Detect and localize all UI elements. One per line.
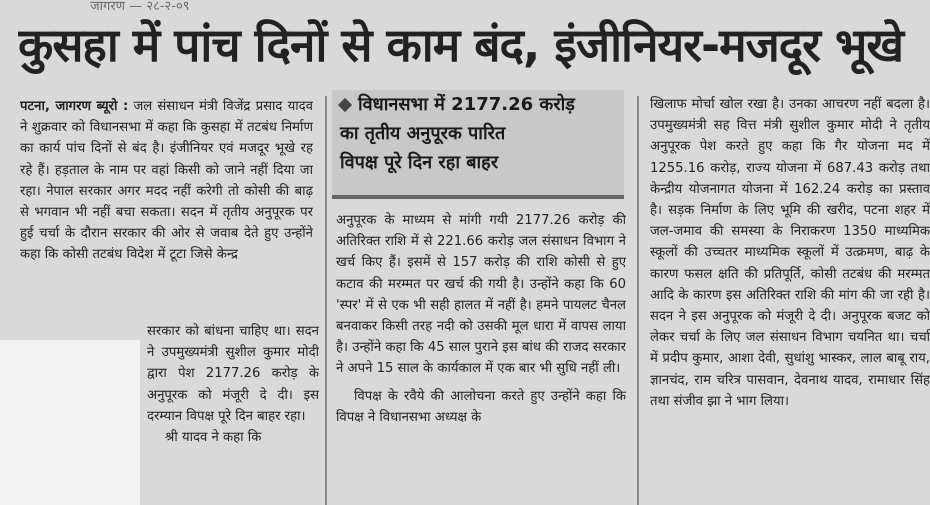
left-paragraph-2: श्री यादव ने कहा कि xyxy=(165,430,262,446)
bullet-diamond-icon xyxy=(338,98,352,112)
left-column xyxy=(20,96,313,326)
right-paragraph: खिलाफ मोर्चा खोल रखा है। उनका आचरण नहीं बदला है। उपमुख्यमंत्री सह वित्त मंत्री सुशील कुमार मोदी ने तृतीय अनुपूरक पेश करते हुए कहा कि गैर योजना मद में 1255.16 करोड़, राज्य योजना में 687.43 करोड़ तथा केन्द्रीय योजनागत योजना में 162.24 करोड़ का प्रस्ताव है। सड़क निर्माण के लिए भूमि की खरीद, पटना शहर में जल-जमाव की समस्या के निराकरण 1350 माध्यमिक स्कूलों की उच्चतर माध्यमिक स्कूलों में उत्क्रमण, बाढ़ के कारण फसल क्षति की प्रतिपूर्ति, कोसी तटबंध की मरम्मत आदि के कारण इस अतिरिक्त राशि की मांग की जा रही है। सदन ने इस अनुपूरक को मंजूरी दे दी। अनुपूरक बजट को लेकर चर्चा के लिए जल संसाधन विभाग चयनित था। चर्चा में प्रदीप कुमार, आशा देवी, सुधांशु भास्कर, लाल बाबू राय, ज्ञानचंद, राम चरित्र पासवान, देवनाथ यादव, रामाधार सिंह तथा संजीव झा ने भाग लिया। xyxy=(650,97,930,409)
clipping-cutout xyxy=(0,340,140,505)
subheading-line-3: विपक्ष पूरे दिन रहा बाहर xyxy=(340,152,499,173)
left-column-continued xyxy=(147,321,319,505)
left-text-continued: सरकार को बांधना चाहिए था। सदन ने उपमुख्यमंत्री सुशील कुमार मोदी द्वारा पेश 2177.26 करोड़ के अनुपूरक को मंजूरी दे दी। इस दरम्यान विपक्ष पूरे दिन बाहर रहा। xyxy=(147,324,319,424)
right-column xyxy=(650,94,930,505)
dateline: पटना, जागरण ब्यूरो : xyxy=(20,99,129,114)
subheading-line-2: का तृतीय अनुपूरक पारित xyxy=(340,123,506,144)
column-divider xyxy=(325,96,327,505)
left-paragraph xyxy=(20,96,313,266)
middle-column xyxy=(336,210,626,505)
subheading-box xyxy=(332,90,624,199)
middle-paragraph-1: अनुपूरक के माध्यम से मांगी गयी 2177.26 करोड़ की अतिरिक्त राशि में से 221.66 करोड़ जल संसाधन विभाग ने खर्च किए हैं। इसमें से 157 करोड़ की राशि कोसी से हुए कटाव की मरम्मत पर खर्च की गयी है। उन्होंने कहा कि 60 'स्पर' में से एक भी सही हालत में नहीं है। हमने पायलट चैनल बनवाकर किसी तरह नदी को उसकी मूल धारा में वापस लाया है। उन्होंने कहा कि 45 साल पुराने इस बांध की राजद सरकार ने अपने 15 साल के कार्यकाल में एक बार भी सुधि नहीं ली। xyxy=(336,213,626,377)
left-text: जल संसाधन मंत्री विजेंद्र प्रसाद यादव ने शुक्रवार को विधानसभा में कहा कि कुसहा में तटबंध निर्माण का कार्य पांच दिनों से बंद है। इंजीनियर एवं मजदूर भूखे रह रहे हैं। हड़ताल के नाम पर वहां किसी को जाने नहीं दिया जा रहा। नेपाल सरकार अगर मदद नहीं करेगी तो कोसी की बाढ़ से भगवान भी नहीं बचा सकता। सदन में तृतीय अनुपूरक पर हुई चर्चा के दौरान सरकार की ओर से जवाब देते हुए उन्होंने कहा कि कोसी तटबंध विदेश में टूटा जिसे केन्द्र xyxy=(20,99,313,263)
subheading-line-1: विधानसभा में 2177.26 करोड़ xyxy=(332,90,624,119)
headline: कुसहा में पांच दिनों से काम बंद, इंजीनियर-मजदूर भूखे xyxy=(18,18,903,72)
column-divider xyxy=(637,96,639,505)
middle-paragraph-2: विपक्ष के रवैये की आलोचना करते हुए उन्होंने कहा कि विपक्ष ने विधानसभा अध्यक्ष के xyxy=(336,388,626,425)
clipping-handwritten-note: जागरण — २८-२-०९ xyxy=(90,0,190,10)
